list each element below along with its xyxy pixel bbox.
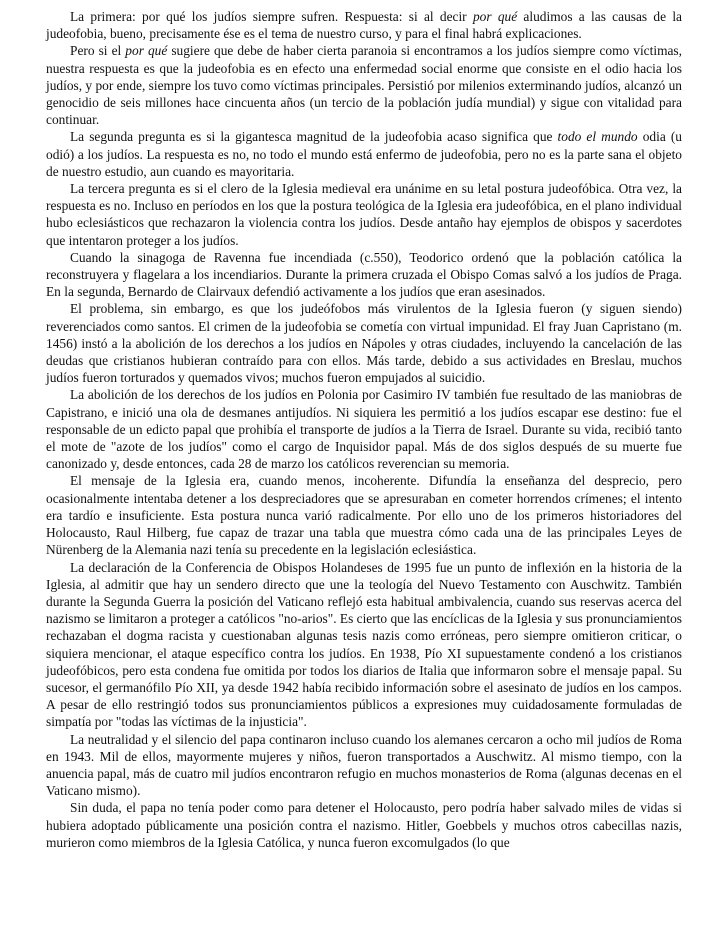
text-run: aludimos a las causas de la judeofobia, bueno, precisamente ése es el tema de nuestro curso, y para el final habrá explicaciones. [46, 9, 682, 42]
text-run: La neutralidad y el silencio del papa continaron incluso cuando los alemanes cercaron a ocho mil judíos de Roma en 1943. Mil de ellos, mayormente mujeres y niños, fueron transportados a Auschwitz. Al mismo tiempo, con la anuencia papal, más de cuatro mil judíos encontraron refugio en muchos monasterios de Roma (algunas decenas en el Vaticano mismo). [46, 731, 682, 799]
text-run: La declaración de la Conferencia de Obispos Holandeses de 1995 fue un punto de inflexión en la historia de la Iglesia, al admitir que hay un sendero directo que une la teología del Nuevo Testamento con Auschwitz. También durante la Segunda Guerra la posición del Vaticano reflejó esta habitual ambivalencia, cuando sus reservas acerca del nazismo se limitaron a proteger a católicos "no-arios". Es cierto que las encíclicas de la Iglesia y sus pronunciamientos rechazaban el dogma racista y cuestionaban algunas tesis nazis como erróneas, pero siempre omitieron criticar, o siquiera mencionar, el ataque específico contra los judíos. En 1938, Pío XI supuestamente condenó a los cristianos judeofóbicos, pero esta condena fue omitida por todos los diarios de Italia que informaron sobre el mensaje papal. Su sucesor, el germanófilo Pío XII, ya desde 1942 había recibido información sobre el asesinato de judíos en los campos. A pesar de ello restringió todos sus pronunciamientos públicos a expresiones muy cuidadosamente formuladas de simpatía por "todas las víctimas de la injusticia". [46, 559, 682, 730]
paragraph [46, 799, 682, 851]
text-run: El problema, sin embargo, es que los judeófobos más virulentos de la Iglesia fueron (y siguen siendo) reverenciados como santos. El crimen de la judeofobia se cometía con virtual impunidad. El fray Juan Capristano (m. 1456) instó a la abolición de los derechos a los judíos en Nápoles y otras ciudades, incluyendo la cancelación de las deudas que cristianos hubieran contraído para con ellos. Más tarde, debido a sus actividades en Breslau, muchos judíos fueron torturados y quemados vivos; muchos fueron empujados al suicidio. [46, 301, 682, 386]
italic-run: todo el mundo [557, 129, 638, 145]
text-run: odia (u odió) a los judíos. La respuesta es no, no todo el mundo está enfermo de judeofobia, pero no es la parte sana el objeto de nuestro estudio, aun cuando es mayoritaria. [46, 129, 683, 179]
text-run: Sin duda, el papa no tenía poder como para detener el Holocausto, pero podría haber salvado miles de vidas si hubiera adoptado públicamente una posición contra el nazismo. Hitler, Goebbels y muchos otros cabecillas nazis, murieron como miembros de la Iglesia Católica, y nunca fueron excomulgados (lo que [46, 800, 682, 850]
italic-run: por qué [125, 43, 168, 59]
paragraph [46, 731, 682, 800]
text-run: La primera: por qué los judíos siempre sufren. Respuesta: si al decir [70, 9, 473, 24]
paragraph [46, 249, 682, 301]
paragraph [46, 559, 682, 731]
paragraph [46, 128, 682, 180]
text-run: La segunda pregunta es si la gigantesca magnitud de la judeofobia acaso significa que [70, 129, 558, 145]
paragraph [46, 300, 682, 386]
italic-run: por qué [472, 9, 518, 24]
paragraph [46, 42, 682, 128]
paragraph [46, 386, 682, 472]
text-run: La abolición de los derechos de los judíos en Polonia por Casimiro IV también fue resultado de las maniobras de Capistrano, e inició una ola de desmanes antijudíos. Ni siquiera les permitió a los judíos escapar ese destino: fue el responsable de un edicto papal que prohibía el transporte de judíos a la Tierra de Israel. Durante su vida, recibió tanto el mote de "azote de los judíos" como el cargo de Inquisidor papal. Más de dos siglos después de su muerte fue canonizado y, desde entonces, cada 28 de marzo los católicos reverencian su memoria. [46, 387, 682, 472]
paragraph [46, 8, 682, 42]
paragraph [46, 180, 682, 249]
text-run: sugiere que debe de haber cierta paranoia si encontramos a los judíos siempre como víctimas, nuestra respuesta es que la judeofobia es en efecto una enfermedad social enorme que consiste en el odio hacia los judíos, y por ende, siempre los tuvo como víctimas principales. Persistió por milenios exterminando judíos, alcanzó un genocidio de seis millones hace cincuenta años (un tercio de la población judía mundial) y sigue con vitalidad para continuar. [46, 43, 682, 128]
text-run: La tercera pregunta es si el clero de la Iglesia medieval era unánime en su letal postura judeofóbica. Otra vez, la respuesta es no. Incluso en períodos en los que la postura teológica de la Iglesia era judeofóbica, en el plano individual hubo eclesiásticos que rechazaron la violencia contra los judíos. Desde antaño hay ejemplos de obispos y sacerdotes que intentaron proteger a los judíos. [46, 181, 682, 248]
text-run: Cuando la sinagoga de Ravenna fue incendiada (c.550), Teodorico ordenó que la población católica la reconstruyera y flagelara a los incendiarios. Durante la primera cruzada el Obispo Comas salvó a los judíos de Praga. En la segunda, Bernardo de Clairvaux defendió activamente a los judíos que eran asesinados. [46, 249, 682, 300]
text-run: Pero si el [70, 43, 126, 59]
paragraph [46, 472, 682, 558]
text-run: El mensaje de la Iglesia era, cuando menos, incoherente. Difundía la enseñanza del desprecio, pero ocasionalmente intentaba detener a los despreciadores que se apresuraban en cometer horrendos crímenes; el intento era tardío e insuficiente. Esta postura nunca varió radicalmente. Por ello uno de los primeros historiadores del Holocausto, Raul Hilberg, fue capaz de trazar una tabla que muestra cómo cada una de las principales Leyes de Nürenberg de la Alemania nazi tenía su precedente en la legislación eclesiástica. [46, 473, 682, 558]
